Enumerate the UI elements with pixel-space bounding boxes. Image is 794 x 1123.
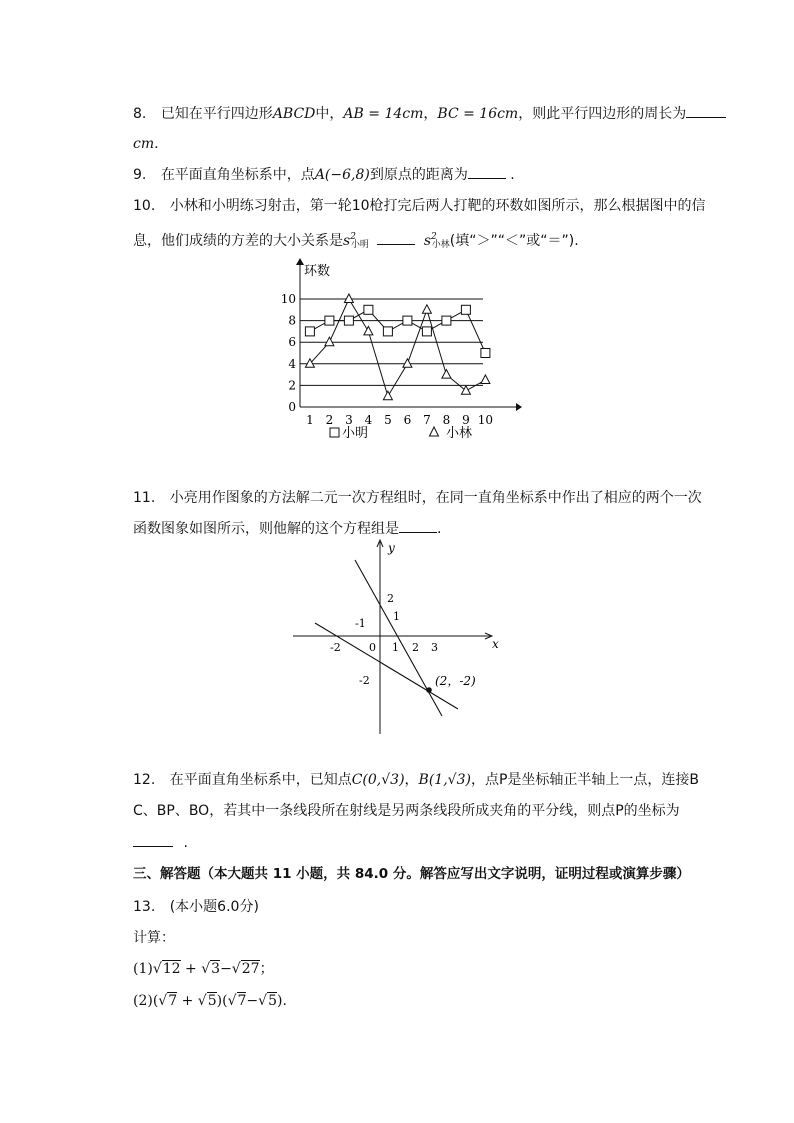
q9-answer-blank[interactable]	[468, 166, 506, 179]
legend-triangle-marker	[430, 427, 439, 436]
tick-x-2: 2	[412, 641, 419, 654]
shooting-scores-chart	[270, 255, 530, 450]
question-12-line1: 12. 在平面直角坐标系中，已知点C(0,√3)，B(1,√3)，点P是坐标轴正半轴上一点，连接B	[133, 772, 699, 788]
xiaolin-point-4	[364, 326, 373, 335]
intersection-label: (2，-2)	[435, 674, 476, 688]
question-9	[133, 165, 515, 185]
x-axis-label: x	[492, 637, 499, 651]
tick-x-1: 1	[392, 641, 399, 654]
y-axis-label: y	[388, 541, 395, 555]
legend-xiaolin: 小林	[446, 426, 473, 441]
q12-line2: C、BP、BO，若其中一条线段所在射线是另两条线段所成夹角的平分线，则点P的坐标为	[133, 803, 680, 819]
chart-y-arrow	[296, 258, 304, 265]
q8-shape: ABCD	[272, 106, 316, 122]
series-line-1	[310, 310, 486, 353]
tick-origin: 0	[369, 641, 376, 654]
q8-answer-blank[interactable]	[686, 105, 726, 118]
xiaolin-point-6	[403, 359, 412, 368]
q8-number: 8.	[133, 106, 147, 122]
xiaoming-point-3	[344, 316, 353, 325]
tick-y-2: 2	[387, 592, 394, 605]
chart-ytick-4: 4	[288, 356, 296, 371]
variance-xiaolin: $s^2_{小林}$	[423, 232, 450, 250]
q12-line1-b: ，点P是坐标轴正半轴上一点，连接B	[470, 772, 699, 788]
q12-line1-a: 在平面直角坐标系中，已知点	[169, 772, 352, 788]
chart-xtick-10: 10	[477, 413, 494, 427]
chart-xtick-4: 4	[364, 413, 373, 427]
q10-number: 10.	[133, 198, 156, 214]
xiaolin-point-8	[442, 370, 451, 379]
q12-answer-blank[interactable]	[133, 834, 173, 847]
tick-y-1: 1	[393, 610, 400, 623]
question-13-header	[133, 897, 259, 917]
xiaoming-point-9	[461, 305, 470, 314]
legend-square-marker	[330, 428, 339, 437]
xiaolin-point-7	[422, 305, 431, 314]
xiaoming-point-1	[305, 327, 314, 336]
chart-xtick-2: 2	[325, 413, 334, 427]
xiaolin-point-9	[461, 386, 470, 395]
q8-bc: BC = 16cm	[437, 106, 519, 122]
q13-part1-label: (1)	[133, 961, 153, 977]
q8-text-c: ，则此平行四边形的周长为	[518, 106, 687, 122]
intersection-point	[426, 687, 432, 693]
chart-y-label: 环数	[304, 264, 331, 279]
q11-line2-a: 函数图象如图所示，则他解的这个方程组是	[133, 521, 399, 537]
s-ming-sub: 小明	[350, 240, 369, 250]
question-12-line3	[133, 833, 188, 853]
tick-x-3: 3	[431, 641, 438, 654]
chart-x-arrow	[516, 403, 522, 411]
q12-end: .	[183, 835, 188, 851]
chart-ytick-6: 6	[288, 335, 296, 350]
xiaolin-point-2	[325, 337, 334, 346]
chart-ytick-8: 8	[288, 313, 296, 328]
chart-ytick-2: 2	[288, 378, 296, 393]
tick-y-neg1-label: -1	[355, 617, 366, 630]
q9-point: A(−6,8)	[314, 167, 370, 183]
q13-part2-label: (2)	[133, 993, 153, 1009]
question-8: 8. 已知在平行四边形ABCD中，AB = 14cm，BC = 16cm，则此平行四边形的周长为	[133, 104, 726, 124]
question-10-line2	[133, 227, 579, 255]
q12-number: 12.	[133, 772, 156, 788]
xiaolin-point-10	[481, 375, 490, 384]
xiaoming-point-8	[442, 316, 451, 325]
s-lin-sub: 小林	[431, 240, 450, 250]
chart-ytick-10: 10	[280, 292, 296, 306]
question-12-line2	[133, 801, 680, 821]
xiaolin-point-5	[383, 391, 392, 400]
linear-functions-graph	[285, 538, 510, 738]
q13-part2: (2)(√7 + √5)(√7−√5).	[133, 993, 287, 1009]
q11-line1: 小亮用作图象的方法解二元一次方程组时，在同一直角坐标系中作出了相应的两个一次	[169, 490, 702, 506]
question-10-line1	[133, 196, 706, 216]
q10-answer-blank[interactable]	[377, 232, 415, 245]
xiaoming-point-2	[325, 316, 334, 325]
chart-xtick-9: 9	[462, 413, 470, 427]
question-8-unit-line	[133, 134, 159, 154]
q13-number: 13.	[133, 899, 156, 915]
q13-part1: (1)√12 + √3−√27；	[133, 961, 274, 977]
chart-xtick-3: 3	[345, 413, 353, 427]
q9-end: .	[510, 167, 515, 183]
tick-x-neg2: -2	[330, 641, 341, 654]
chart-xtick-7: 7	[423, 413, 431, 427]
chart-ytick-0: 0	[288, 400, 296, 414]
tick-y-neg2: -2	[359, 674, 370, 687]
q8-text-a: 已知在平行四边形	[160, 106, 273, 122]
q12-c-point: C(0,√3)	[351, 772, 405, 788]
question-11-line2	[133, 519, 441, 539]
xiaoming-point-7	[422, 327, 431, 336]
q9-text-a: 在平面直角坐标系中，点	[160, 167, 315, 183]
q12-b-point: B(1,√3)	[418, 772, 471, 788]
section-title: 三、解答题（本大题共 11 小题，共 84.0 分。解答应写出文字说明，证明过程或演算步骤）	[133, 866, 690, 882]
q11-number: 11.	[133, 490, 156, 506]
chart-xtick-8: 8	[442, 413, 451, 427]
xiaoming-point-5	[383, 327, 392, 336]
xiaoming-point-6	[403, 316, 412, 325]
chart-xtick-1: 1	[306, 413, 314, 427]
q8-text-b: 中，	[315, 106, 344, 122]
xiaoming-point-4	[364, 305, 373, 314]
q8-ab: AB = 14cm	[343, 106, 424, 122]
question-13-instruction: 计算：	[133, 930, 175, 946]
legend-xiaoming: 小明	[342, 426, 369, 441]
variance-xiaoming: $s^2_{小明}$	[343, 232, 369, 250]
q11-answer-blank[interactable]	[399, 520, 437, 533]
q13-score: (本小题6.0分)	[169, 899, 259, 915]
chart-xtick-6: 6	[403, 413, 412, 427]
q9-number: 9.	[133, 167, 147, 183]
q8-unit: cm.	[133, 136, 159, 152]
q10-line2-a: 息，他们成绩的方差的大小关系是	[133, 233, 343, 249]
q9-text-b: 到原点的距离为	[369, 167, 468, 183]
question-11-line1	[133, 488, 702, 508]
chart-xtick-5: 5	[384, 413, 392, 427]
q10-line2-b: (填“＞”“＜”或“＝”).	[449, 233, 579, 249]
q10-line1: 小林和小明练习射击，第一轮10枪打完后两人打靶的环数如图所示，那么根据图中的信	[169, 198, 706, 214]
q11-line2-b: .	[437, 521, 442, 537]
xiaolin-point-3	[344, 294, 353, 303]
xiaoming-point-10	[481, 349, 490, 358]
